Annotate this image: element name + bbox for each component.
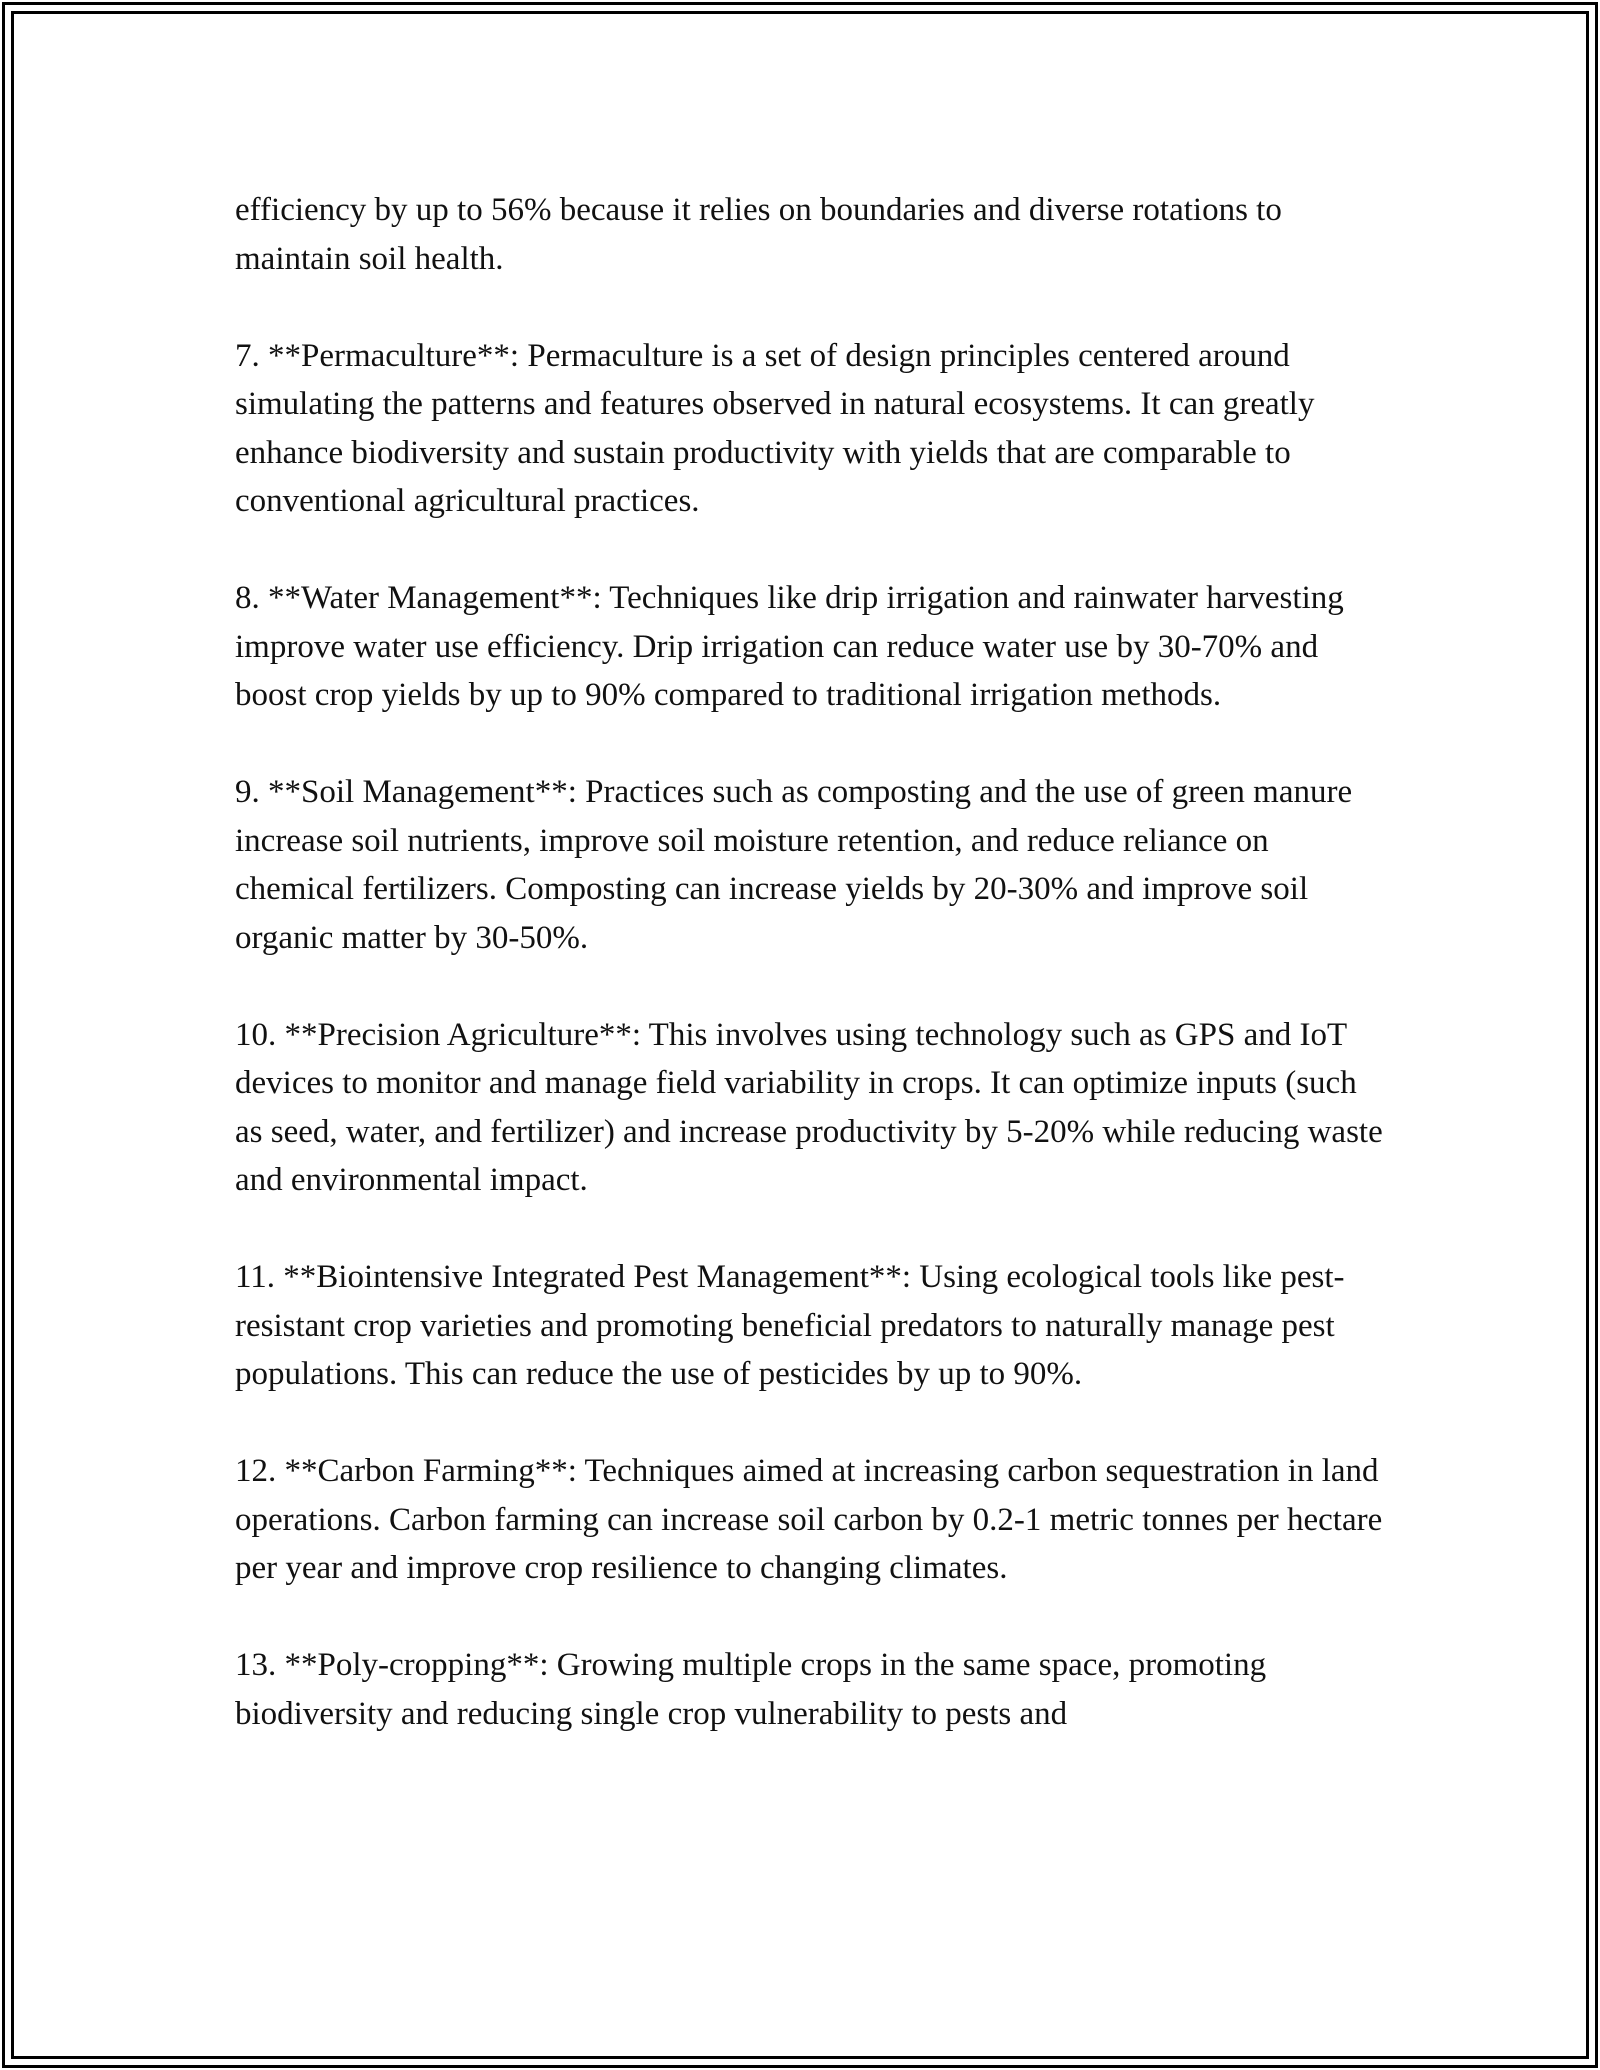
paragraph-soil-management: 9. **Soil Management**: Practices such as composting and the use of green manure increase soil nutrients, improve soil moisture retention, and reduce reliance on chemical fertilizers. Composting can increase yields by 20-30% and improve soil organic matter by 30-50%. [235,774,1353,956]
paragraph-water-management: 8. **Water Management**: Techniques like drip irrigation and rainwater harvesting improve water use efficiency. Drip irrigation can reduce water use by 30-70% and boost crop yields by up to 90% compared to traditional irrigation methods. [235,580,1344,713]
paragraph-poly-cropping: 13. **Poly-cropping**: Growing multiple crops in the same space, promoting biodiversity and reducing single crop vulnerability to pests and [235,1647,1267,1732]
paragraph-precision-agriculture: 10. **Precision Agriculture**: This involves using technology such as GPS and IoT devices to monitor and manage field variability in crops. It can optimize inputs (such as seed, water, and fertilizer) and increase productivity by 5-20% while reducing waste and environmental impact. [235,1016,1383,1198]
document-body [235,186,1385,1738]
paragraph-continuation: efficiency by up to 56% because it relies on boundaries and diverse rotations to maintain soil health. [235,192,1282,277]
paragraph-pest-management: 11. **Biointensive Integrated Pest Management**: Using ecological tools like pest-resistant crop varieties and promoting beneficial predators to naturally manage pest populations. This can reduce the use of pesticides by up to 90%. [235,1259,1345,1392]
paragraph-permaculture: 7. **Permaculture**: Permaculture is a set of design principles centered around simulating the patterns and features observed in natural ecosystems. It can greatly enhance biodiversity and sustain productivity with yields that are comparable to conventional agricultural practices. [235,337,1315,519]
paragraph-carbon-farming: 12. **Carbon Farming**: Techniques aimed at increasing carbon sequestration in land operations. Carbon farming can increase soil carbon by 0.2-1 metric tonnes per hectare per year and improve crop resilience to changing climates. [235,1453,1383,1586]
